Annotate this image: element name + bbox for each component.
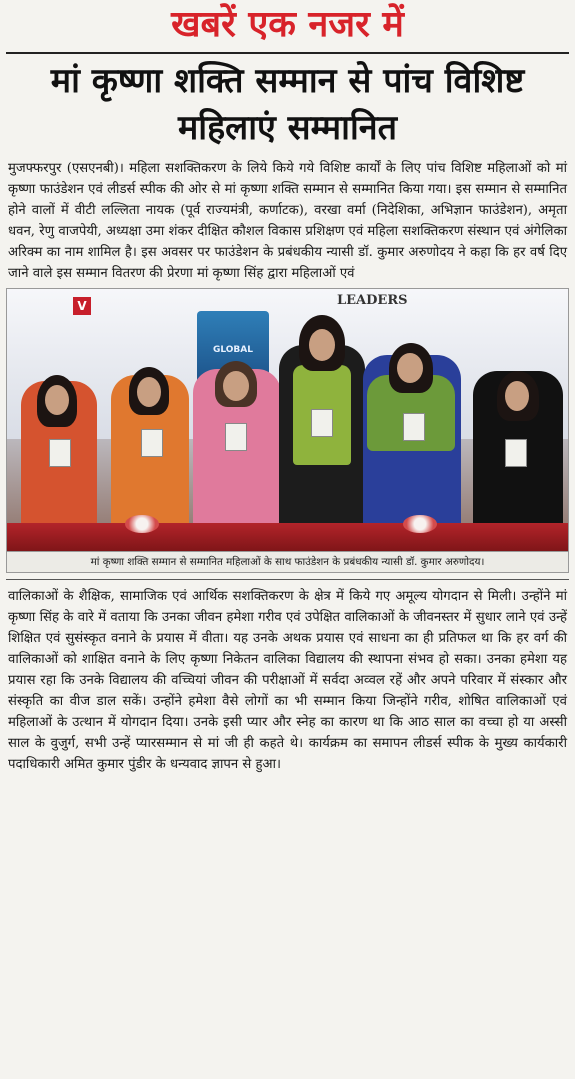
person-5-book <box>403 413 425 441</box>
flower-bouquet-right <box>403 515 437 533</box>
headline: मां कृष्णा शक्ति सम्मान से पांच विशिष्ट महिलाएं सम्मानित <box>50 61 525 148</box>
person-2-face <box>137 377 161 407</box>
global-summit-book-icon: GLOBAL <box>197 311 269 389</box>
news-photo-frame <box>6 288 569 573</box>
person-5-face <box>397 353 423 383</box>
event-photo <box>7 289 568 551</box>
photo-caption: मां कृष्णा शक्ति सम्मान से सम्मानित महिलाओं के साथ फाउंडेशन के प्रबंधकीय न्यासी डॉ. कुमार अरुणोदय। <box>7 551 568 572</box>
person-6-face <box>505 381 529 411</box>
stage-table <box>7 523 568 551</box>
person-6-book <box>505 439 527 467</box>
person-4-book <box>311 409 333 437</box>
caption-divider <box>6 579 569 580</box>
person-3-face <box>223 371 249 401</box>
section-rule <box>6 52 569 54</box>
article-paragraph-2: वालिकाओं के शैक्षिक, सामाजिक एवं आर्थिक सशक्तिकरण के क्षेत्र में किये गए अमूल्य योगदान से मिली। उन्होंने मां कृष्णा सिंह के वारे में वताया कि उनका जीवन हमेशा गरीव एवं उपेक्षित वालिकाओं के जीवनस्तर में सुधार लाने एवं उन्हें शिक्षित एवं सुसंस्कृत वनाने के प्रयास में वीता। यह उनके अथक प्रयास एवं साधना का ही प्रतिफल था कि हर वर्ग की वालिकाओं को शाक्षित वनाने के लिए कृष्णा निकेतन वालिका विद्यालय की स्थापना संभव हो सका। उनका हमेशा यह प्रयास रहा कि उनके विद्यालय की वच्चियां जीवन की परीक्षाओं में सर्वदा अव्वल रहें और अपने परिवार में संस्कार और संस्कृति का वीज डाल सकें। उन्होंने हमेशा वैसे लोगों का भी सम्मान किया जिन्होंने गरीव, शोषित वालिकाओं एवं महिलाओं के उत्थान में योगदान दिया। उनके इसी प्यार और स्नेह का कारण था कि आठ साल का वच्चा हो या अस्सी साल के वुजुर्ग, सभी उन्हें प्यारसम्मान से मां जी ही कहते थे। कार्यक्रम का समापन लीडर्स स्पीक के मुख्य कार्यकारी पदाधिकारी अमित कुमार पुंडीर के धन्यवाद ज्ञापन से हुआ। <box>8 589 567 772</box>
flower-bouquet-left <box>125 515 159 533</box>
person-1-face <box>45 385 69 415</box>
v-logo-icon: V <box>73 297 91 315</box>
leaders-logo: LEADERS <box>337 293 408 308</box>
person-1-book <box>49 439 71 467</box>
person-4-face <box>309 329 335 361</box>
person-2-book <box>141 429 163 457</box>
article-paragraph-1: मुजफ्फरपुर (एसएनबी)। महिला सशक्तिकरण के लिये किये गये विशिष्ट कार्यों के लिए पांच विशिष्ट महिलाओं को मां कृष्णा फाउंडेशन एवं लीडर्स स्पीक की ओर से मां कृष्णा शक्ति सम्मान से सम्मानित किया गया। इस सम्मान से सम्मानित होने वालों में वीटी लल्लिता नायक (पूर्व राज्यमंत्री, कर्णाटक), वरखा वर्मा (निदेशिका, अभिज्ञान फाउंडेशन), अमृता धवन, रेणु वाजपेयी, अध्यक्षा उमा शंकर दीक्षित कौशल विकास प्रशिक्षण एवं महिला सशक्तिकरण संस्थान एवं अंगेलिका अरिक्म का नाम शामिल है। इस अवसर पर फाउंडेशन के प्रबंधकीय न्यासी डॉ. कुमार अरुणोदय ने कहा कि हर वर्ष दिए जाने वाले इस सम्मान वितरण की प्रेरणा मां कृष्णा सिंह द्वारा महिलाओं एवं <box>8 161 567 281</box>
person-3-book <box>225 423 247 451</box>
section-title: खबरें एक नजर में <box>171 4 404 45</box>
